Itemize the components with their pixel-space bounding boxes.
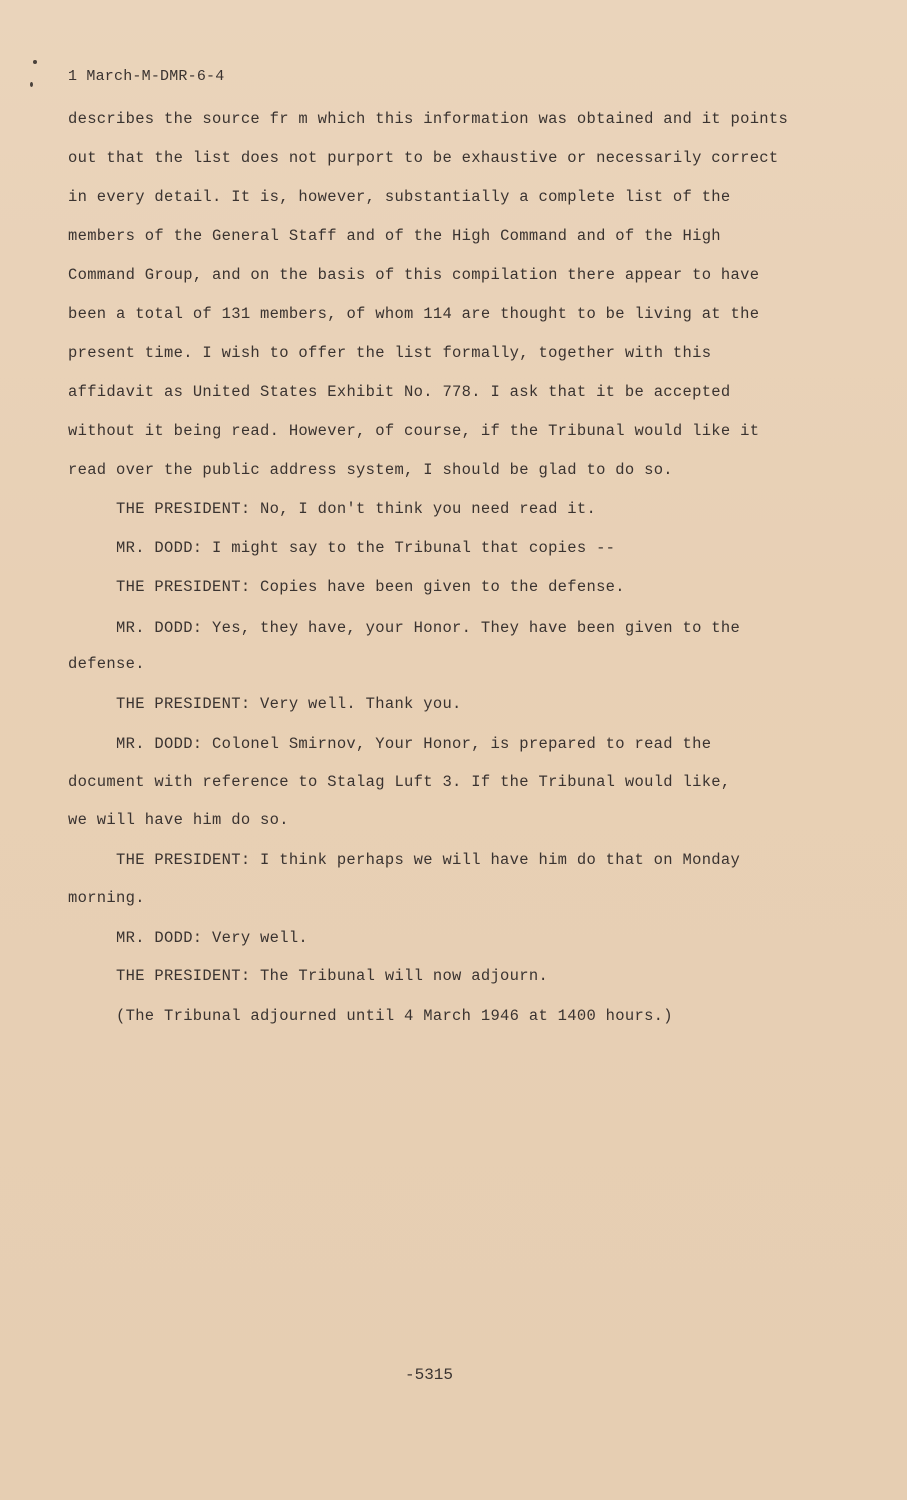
dialogue-line: MR. DODD: I might say to the Tribunal that copies -- (116, 539, 616, 557)
dialogue-line: THE PRESIDENT: I think perhaps we will have him do that on Monday (116, 851, 741, 869)
text-line: without it being read. However, of course, if the Tribunal would like it (68, 422, 760, 440)
text-line: morning. (68, 889, 145, 907)
ink-speck (30, 82, 33, 87)
dialogue-line: THE PRESIDENT: The Tribunal will now adjourn. (116, 967, 549, 985)
text-line: out that the list does not purport to be exhaustive or necessarily correct (68, 149, 779, 167)
text-line: been a total of 131 members, of whom 114 are thought to be living at the (68, 305, 760, 323)
text-line: in every detail. It is, however, substantially a complete list of the (68, 188, 731, 206)
text-line: defense. (68, 655, 145, 673)
dialogue-line: MR. DODD: Yes, they have, your Honor. They have been given to the (116, 619, 741, 637)
document-reference: 1 March-M-DMR-6-4 (68, 68, 225, 85)
dialogue-line: MR. DODD: Colonel Smirnov, Your Honor, is prepared to read the (116, 735, 712, 753)
dialogue-line: MR. DODD: Very well. (116, 929, 309, 947)
text-line: Command Group, and on the basis of this compilation there appear to have (68, 266, 760, 284)
text-line: read over the public address system, I should be glad to do so. (68, 461, 673, 479)
text-line: describes the source fr m which this information was obtained and it points (68, 110, 789, 128)
dialogue-line: THE PRESIDENT: No, I don't think you need read it. (116, 500, 597, 518)
text-line: we will have him do so. (68, 811, 289, 829)
text-line: affidavit as United States Exhibit No. 778. I ask that it be accepted (68, 383, 731, 401)
text-line: present time. I wish to offer the list formally, together with this (68, 344, 712, 362)
dialogue-line: THE PRESIDENT: Copies have been given to the defense. (116, 578, 625, 596)
ink-speck (33, 60, 37, 64)
text-line: document with reference to Stalag Luft 3. If the Tribunal would like, (68, 773, 731, 791)
text-line: members of the General Staff and of the High Command and of the High (68, 227, 721, 245)
adjournment-note: (The Tribunal adjourned until 4 March 1946 at 1400 hours.) (116, 1007, 673, 1025)
page-number: -5315 (405, 1366, 454, 1384)
dialogue-line: THE PRESIDENT: Very well. Thank you. (116, 695, 462, 713)
